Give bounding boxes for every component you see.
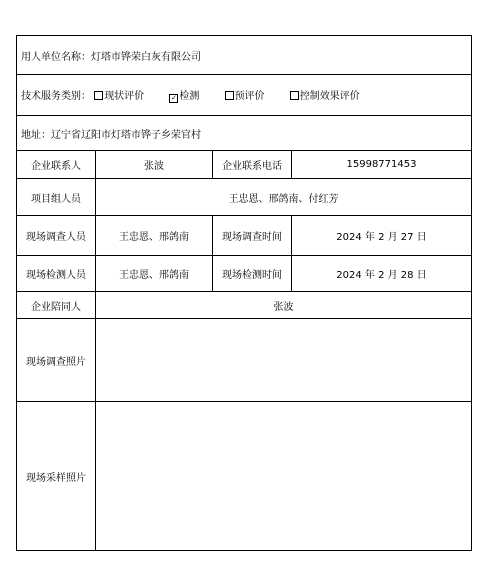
survey-time-value: 2024 年 2 月 27 日	[292, 216, 472, 256]
sample-photo-label: 现场采样照片	[17, 402, 96, 551]
option-label: 预评价	[234, 91, 265, 102]
checkbox-icon[interactable]	[225, 91, 234, 100]
site-survey-form	[16, 35, 472, 551]
unit-name-value: 灯塔市铧荣白灰有限公司	[91, 51, 201, 63]
escort-label: 企业陪同人	[17, 292, 96, 319]
contact-value: 张波	[96, 151, 213, 179]
option-label: 检测	[179, 91, 200, 102]
contact-label: 企业联系人	[17, 151, 96, 179]
option-label: 现状评价	[104, 91, 145, 102]
escort-value: 张波	[96, 292, 472, 319]
row-detection	[17, 256, 472, 292]
team-label: 项目组人员	[17, 179, 96, 216]
option-label: 控制效果评价	[299, 91, 360, 102]
address-cell	[17, 116, 472, 151]
survey-staff-value: 王忠恩、邢鸽南	[96, 216, 213, 256]
row-survey	[17, 216, 472, 256]
phone-label: 企业联系电话	[213, 151, 292, 179]
option-status-evaluation[interactable]	[94, 91, 144, 102]
detect-time-value: 2024 年 2 月 28 日	[292, 256, 472, 292]
row-survey-photos	[17, 319, 472, 402]
survey-photo-label: 现场调查照片	[17, 319, 96, 402]
detect-time-label: 现场检测时间	[213, 256, 292, 292]
service-type-label: 技术服务类别：	[21, 91, 91, 102]
checkbox-checked-icon[interactable]: ✓	[170, 94, 177, 102]
row-contact	[17, 151, 472, 179]
row-escort	[17, 292, 472, 319]
row-address	[17, 116, 472, 151]
sample-photo-area	[96, 402, 472, 551]
phone-value: 15998771453	[292, 151, 472, 179]
survey-photo-area	[96, 319, 472, 402]
address-label: 地址：	[21, 129, 51, 141]
unit-name-label: 用人单位名称：	[21, 51, 91, 63]
unit-name-cell	[17, 36, 472, 75]
option-pre-evaluation[interactable]	[225, 91, 265, 102]
row-service-type	[17, 75, 472, 116]
address-value: 辽宁省辽阳市灯塔市铧子乡荣官村	[51, 129, 201, 141]
team-value: 王忠恩、邢鸽南、付红芳	[96, 179, 472, 216]
survey-time-label: 现场调查时间	[213, 216, 292, 256]
row-unit-name	[17, 36, 472, 75]
survey-staff-label: 现场调查人员	[17, 216, 96, 256]
service-type-cell	[17, 75, 472, 116]
option-control-effect-evaluation[interactable]	[290, 91, 360, 102]
row-sample-photos	[17, 402, 472, 551]
checkbox-icon[interactable]	[94, 91, 103, 100]
detect-staff-label: 现场检测人员	[17, 256, 96, 292]
checkbox-icon[interactable]	[290, 91, 299, 100]
detect-staff-value: 王忠恩、邢鸽南	[96, 256, 213, 292]
row-project-team	[17, 179, 472, 216]
option-detection[interactable]	[169, 91, 199, 102]
